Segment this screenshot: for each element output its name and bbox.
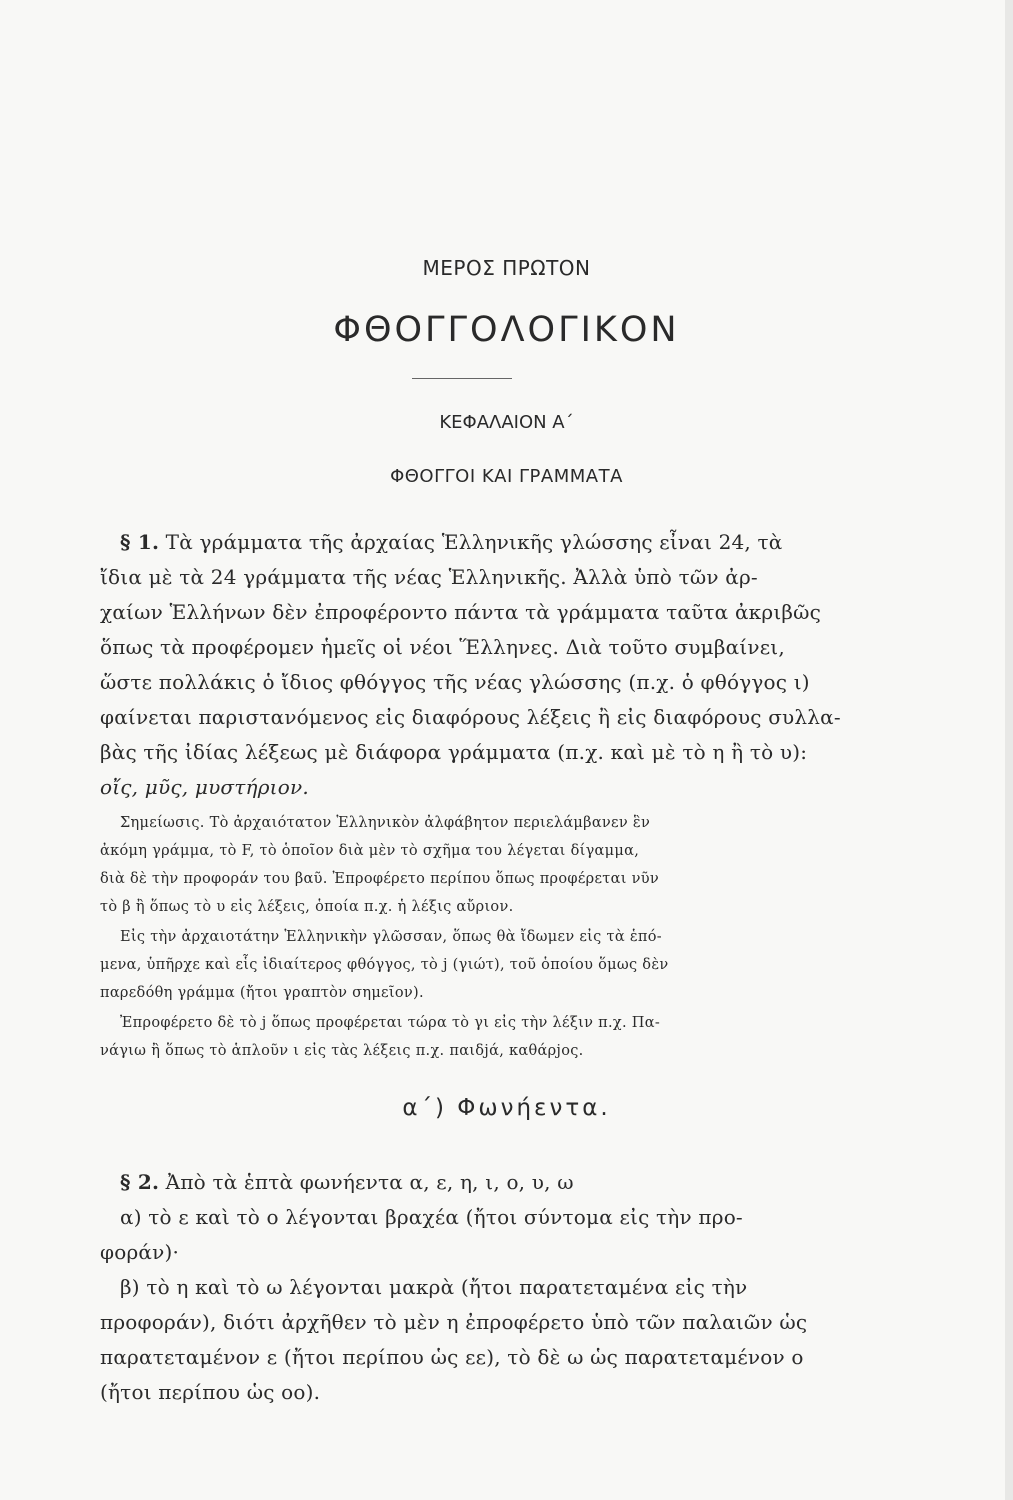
title-divider	[412, 378, 512, 379]
paragraph-line: β) τὸ η καὶ τὸ ω λέγονται μακρὰ (ἤτοι παρατεταμένα εἰς τὴν	[120, 1275, 748, 1299]
paragraph-line: α) τὸ ε καὶ τὸ ο λέγονται βραχέα (ἤτοι σύντομα εἰς τὴν προ-	[120, 1205, 743, 1229]
paragraph-line: προφοράν), διότι ἀρχῆθεν τὸ μὲν η ἐπροφέρετο ὑπὸ τῶν παλαιῶν ὡς	[100, 1310, 808, 1334]
paragraph-line: παρατεταμένον ε (ἤτοι περίπου ὡς εε), τὸ δὲ ω ὡς παρατεταμένον ο	[100, 1345, 804, 1369]
subsection-heading: α΄) Φωνήεντα.	[402, 1095, 611, 1121]
section-title: ΦΘΟΓΓΟΙ ΚΑΙ ΓΡΑΜΜΑΤΑ	[390, 466, 623, 487]
paragraph-line: § 2. Ἀπὸ τὰ ἑπτὰ φωνήεντα α, ε, η, ι, ο, υ, ω	[120, 1170, 574, 1194]
paragraph-line: οἴς, μῦς, μυστήριον.	[100, 775, 309, 799]
note-line: ἀκόμη γράμμα, τὸ F, τὸ ὁποῖον διὰ μὲν τὸ σχῆμα του λέγεται δίγαμμα,	[100, 843, 640, 859]
paragraph-line: φαίνεται παριστανόμενος εἰς διαφόρους λέξεις ἢ εἰς διαφόρους συλλα-	[100, 705, 841, 729]
paragraph-line: βὰς τῆς ἰδίας λέξεως μὲ διάφορα γράμματα (π.χ. καὶ μὲ τὸ η ἢ τὸ υ):	[100, 740, 808, 764]
paragraph-line: χαίων Ἑλλήνων δὲν ἐπροφέροντο πάντα τὰ γράμματα ταῦτα ἀκριβῶς	[100, 600, 822, 624]
section-number: § 2.	[120, 1170, 160, 1194]
chapter-label: ΚΕΦΑΛΑΙΟΝ Α΄	[439, 412, 574, 433]
paragraph-line: ὥστε πολλάκις ὁ ἴδιος φθόγγος τῆς νέας γλώσσης (π.χ. ὁ φθόγγος ι)	[100, 670, 810, 694]
paragraph-line: ἴδια μὲ τὰ 24 γράμματα τῆς νέας Ἑλληνικῆς. Ἀλλὰ ὑπὸ τῶν ἀρ-	[100, 565, 758, 589]
note-line: Σημείωσις. Τὸ ἀρχαιότατον Ἑλληνικὸν ἀλφάβητον περιελάμβανεν ἓν	[120, 815, 651, 831]
paragraph-line: ὅπως τὰ προφέρομεν ἡμεῖς οἱ νέοι Ἕλληνες. Διὰ τοῦτο συμβαίνει,	[100, 635, 785, 659]
note-line: Εἰς τὴν ἀρχαιοτάτην Ἑλληνικὴν γλῶσσαν, ὅπως θὰ ἴδωμεν εἰς τὰ ἑπό-	[120, 929, 662, 945]
note-line: παρεδόθη γράμμα (ἤτοι γραπτὸν σημεῖον).	[100, 985, 424, 1001]
note-line: μενα, ὑπῆρχε καὶ εἷς ἰδιαίτερος φθόγγος, τὸ j (γιώτ), τοῦ ὁποίου ὅμως δὲν	[100, 957, 669, 973]
note-line: διὰ δὲ τὴν προφοράν του βαῦ. Ἐπροφέρετο περίπου ὅπως προφέρεται νῦν	[100, 871, 659, 887]
paragraph-line: § 1. Τὰ γράμματα τῆς ἀρχαίας Ἑλληνικῆς γλώσσης εἶναι 24, τὰ	[120, 530, 783, 554]
note-line: Ἐπροφέρετο δὲ τὸ j ὅπως προφέρεται τώρα τὸ γι εἰς τὴν λέξιν π.χ. Πα-	[120, 1015, 661, 1031]
page-edge	[1005, 0, 1013, 1500]
note-line: νάγιω ἢ ὅπως τὸ ἁπλοῦν ι εἰς τὰς λέξεις π.χ. παιδjά, καθάρjος.	[100, 1043, 584, 1059]
page-title: ΦΘΟΓΓΟΛΟΓΙΚΟΝ	[333, 310, 680, 350]
part-label: ΜΕΡΟΣ ΠΡΩΤΟΝ	[422, 256, 591, 280]
paragraph-line: (ἤτοι περίπου ὡς οο).	[100, 1380, 321, 1404]
note-line: τὸ β ἢ ὅπως τὸ υ εἰς λέξεις, ὁποία π.χ. ἡ λέξις αὔριον.	[100, 899, 514, 915]
paragraph-line: φοράν)·	[100, 1240, 180, 1264]
section-number: § 1.	[120, 530, 160, 554]
